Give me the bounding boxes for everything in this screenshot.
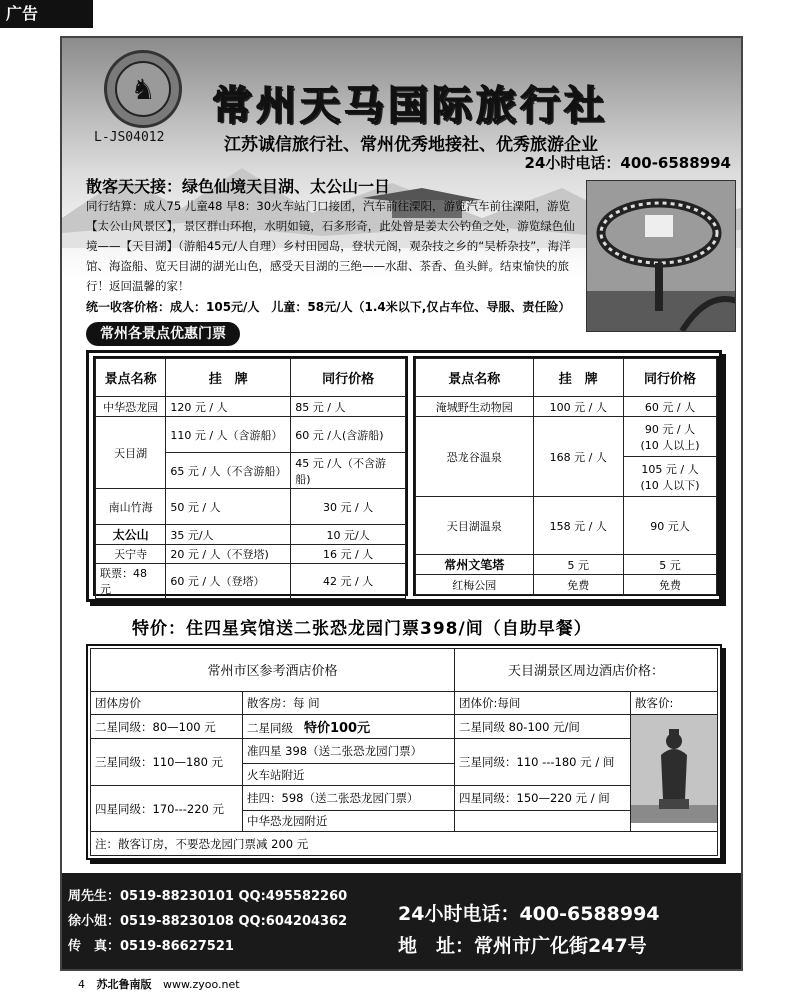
col-header-peer: 同行价格: [623, 359, 716, 397]
page-number: 4: [78, 978, 85, 991]
edition-label: 苏北鲁南版: [96, 978, 152, 991]
hotel-note: 注：散客订房，不要恐龙园门票减 200 元: [91, 832, 718, 856]
hotel-price-table: [86, 644, 722, 860]
table-row: 太公山 35 元/人 10 元/人: [96, 525, 406, 545]
page-footer: [78, 976, 240, 992]
table-row: 恐龙谷温泉 168 元 / 人 90 元 / 人 (10 人以上): [416, 417, 717, 457]
col-header-name: 景点名称: [416, 359, 534, 397]
table-row: 四星同级：170---220 元 挂四：598（送二张恐龙园门票） 四星同级：150—220 元 / 间: [91, 785, 718, 810]
tianma-logo-icon: ♞: [104, 50, 182, 128]
table-row: 中华恐龙园 120 元 / 人 85 元 / 人: [96, 397, 406, 417]
tour-title: 散客天天接：绿色仙境天目湖、太公山一日: [86, 177, 391, 196]
hero-banner: [62, 38, 741, 338]
table-row: 65 元 / 人（不含游船） 45 元 /人（不含游船): [96, 453, 406, 489]
contact-fax: 传 真：0519-86627521: [68, 939, 234, 954]
ad-frame: [60, 36, 743, 971]
table-row: [91, 832, 718, 856]
hotel-left-title: 常州市区参考酒店价格: [91, 649, 455, 692]
col-header-list: 挂 牌: [533, 359, 623, 397]
table-row: 南山竹海 50 元 / 人 30 元 / 人: [96, 489, 406, 525]
table-row: 淹城野生动物园 100 元 / 人 60 元 / 人: [416, 397, 717, 417]
table-row: 三星同级：110—180 元 准四星 398（送二张恐龙园门票） 三星同级：110 ---180 元 / 间: [91, 739, 718, 764]
table-row: 联票：48 元 60 元 / 人（登塔） 42 元 / 人: [96, 564, 406, 599]
table-row: 团体房价 散客房：每 间 团体价:每间 散客价:: [91, 691, 718, 715]
site-url: www.zyoo.net: [163, 978, 240, 991]
statue-photo: [631, 715, 717, 823]
company-tagline: 江苏诚信旅行社、常州优秀地接社、优秀旅游企业: [224, 135, 598, 155]
tour-description: 同行结算：成人75 儿童48 早8：30火车站门口接团，汽车前往溧阳，游览汽车前往溧阳，游览【太公山风景区】，景区群山环抱，水明如镜，石多形奇，此处曾是姜太公钓鱼之处，游览绿色仙境——【天目湖】（游船45元/人自理）乡村田园岛，登状元阁，观杂技之乡的“吴桥杂技”，海洋馆、海盗船、览天目湖的湖光山色，感受天目湖的三绝——水甜、茶香、鱼头鲜。结束愉快的旅行！返回温馨的家！: [86, 199, 575, 293]
address: 地 址：常州市广化街247号: [398, 935, 647, 957]
ticket-section-title: 常州各景点优惠门票: [86, 322, 240, 346]
amusement-ride-photo: [586, 180, 736, 332]
table-row: 火车站附近: [91, 764, 718, 785]
hotel-right-title: 天目湖景区周边酒店价格：: [455, 649, 718, 692]
contact-bar: [62, 873, 741, 969]
special-offer: 特价：住四星宾馆送二张恐龙园门票398/间（自助早餐）: [132, 619, 592, 639]
company-name: 常州天马国际旅行社: [212, 83, 608, 129]
ticket-table-left: [93, 356, 408, 596]
contact-zhou: 周先生：0519-88230101 QQ:495582260: [68, 889, 348, 904]
col-header-peer: 同行价格: [291, 359, 406, 397]
table-row: 常州文笔塔 5 元 5 元: [416, 555, 717, 575]
unified-price: 统一收客价格：成人：105元/人 儿童：58元/人（1.4米以下,仅占车位、导服、责任险）: [86, 300, 571, 314]
hotline-bottom: 24小时电话：400-6588994: [398, 903, 660, 925]
col-header-name: 景点名称: [96, 359, 166, 397]
table-row: 红梅公园 免费 免费: [416, 575, 717, 595]
license-number: L-JS04012: [94, 130, 165, 145]
ticket-price-table: [86, 350, 722, 602]
contact-xu: 徐小姐：0519-88230108 QQ:604204362: [68, 914, 348, 929]
ad-label: 广告: [0, 0, 93, 28]
ticket-table-right: [413, 356, 719, 596]
table-row: 天目湖 110 元 / 人（含游船） 60 元 /人(含游船): [96, 417, 406, 453]
table-row: 天目湖温泉 158 元 / 人 90 元人: [416, 497, 717, 555]
table-row: 二星同级：80—100 元 二星同级 特价100元 二星同级 80-100 元/间: [91, 715, 718, 739]
table-row: 天宁寺 20 元 / 人（不登塔) 16 元 / 人: [96, 545, 406, 564]
table-row: 中华恐龙园附近: [91, 810, 718, 831]
table-row: 105 元 / 人 (10 人以下): [416, 457, 717, 497]
hotline-top: 24小时电话：400-6588994: [524, 154, 731, 172]
col-header-list: 挂 牌: [166, 359, 291, 397]
